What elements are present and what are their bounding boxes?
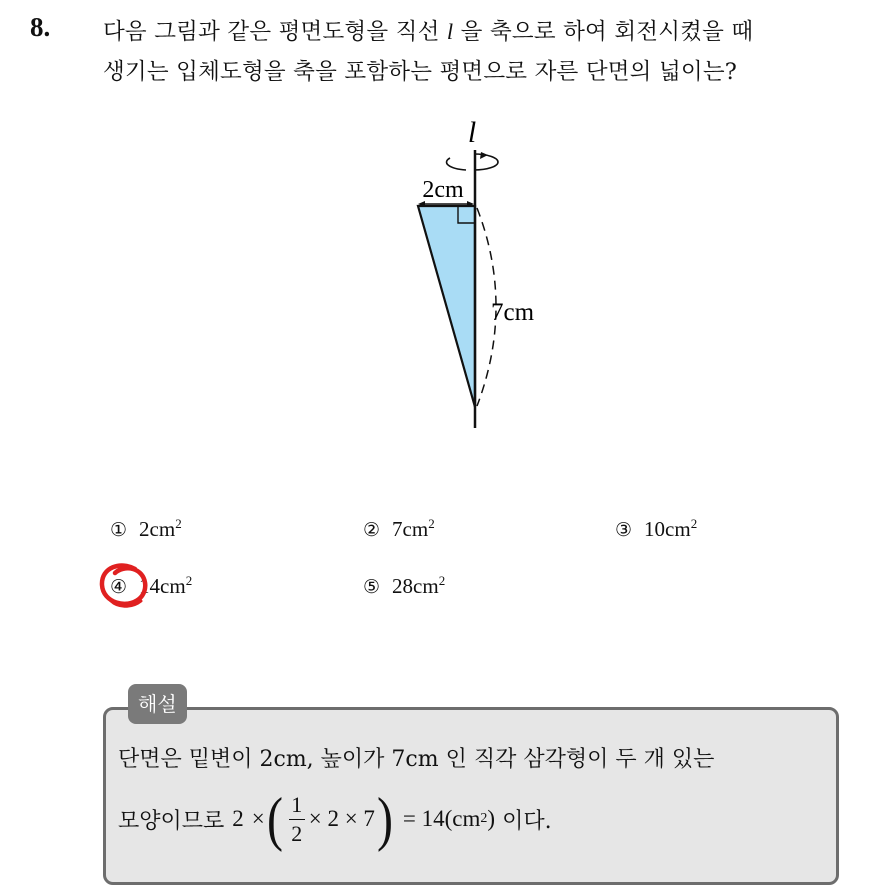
- explanation-line1: 단면은 밑변이 2cm, 높이가 7cm 인 직각 삼각형이 두 개 있는: [118, 747, 715, 772]
- choice-number: ③: [615, 519, 633, 541]
- rotation-arrow-icon: [447, 152, 498, 170]
- question-number: 8.: [30, 12, 51, 42]
- math-rparen: ): [376, 786, 393, 852]
- fraction-denominator: 2: [291, 820, 303, 846]
- right-triangle: [418, 206, 475, 407]
- choice-superscript: 2: [438, 573, 446, 588]
- question-text-line2: 생기는 입체도형을 축을 포함하는 평면으로 자른 단면의 넓이는?: [103, 59, 738, 85]
- explanation-prefix: 모양이므로: [118, 808, 225, 834]
- choice-value: 7cm: [392, 517, 429, 541]
- math-fraction: [289, 793, 305, 844]
- axis-label: l: [467, 116, 477, 149]
- math-result-close: ): [487, 806, 496, 831]
- choice-superscript: 2: [175, 516, 182, 531]
- math-result: = 14(cm: [402, 806, 481, 831]
- question-text-part2: 을 축으로 하여 회전시켰을 때: [453, 19, 754, 45]
- choice-superscript: 2: [428, 516, 435, 531]
- choice-1[interactable]: [110, 516, 182, 542]
- choice-number: ②: [363, 519, 381, 541]
- choice-value: 2cm: [139, 517, 176, 541]
- explanation-line2: [118, 784, 552, 854]
- choice-superscript: 2: [185, 573, 193, 588]
- explanation-tag: 해설: [128, 684, 187, 724]
- math-result-sup: 2: [480, 811, 488, 826]
- choice-number: ④: [110, 576, 128, 598]
- axis-variable: l: [446, 19, 454, 44]
- choice-5[interactable]: [363, 573, 445, 599]
- choice-superscript: 2: [690, 516, 698, 531]
- question-text-part1: 다음 그림과 같은 평면도형을 직선: [103, 19, 447, 45]
- choice-value: 14cm: [139, 574, 186, 598]
- choice-value: 10cm: [644, 517, 691, 541]
- choice-value: 28cm: [392, 574, 439, 598]
- question-text-line1: [103, 14, 753, 46]
- triangle-figure: [380, 110, 560, 435]
- choice-3[interactable]: [615, 516, 697, 542]
- base-label: 2cm: [422, 177, 464, 203]
- math-inner: × 2 × 7: [308, 806, 375, 831]
- height-label: 7cm: [491, 299, 535, 326]
- choice-number: ①: [110, 519, 128, 541]
- choice-2[interactable]: [363, 516, 435, 542]
- explanation-suffix: 이다.: [495, 808, 552, 834]
- math-times: ×: [251, 806, 265, 831]
- math-two: 2: [232, 806, 244, 831]
- answer-circle-mark: [97, 561, 153, 611]
- math-lparen: (: [266, 786, 283, 852]
- choice-number: ⑤: [363, 576, 381, 598]
- fraction-numerator: 1: [291, 792, 303, 818]
